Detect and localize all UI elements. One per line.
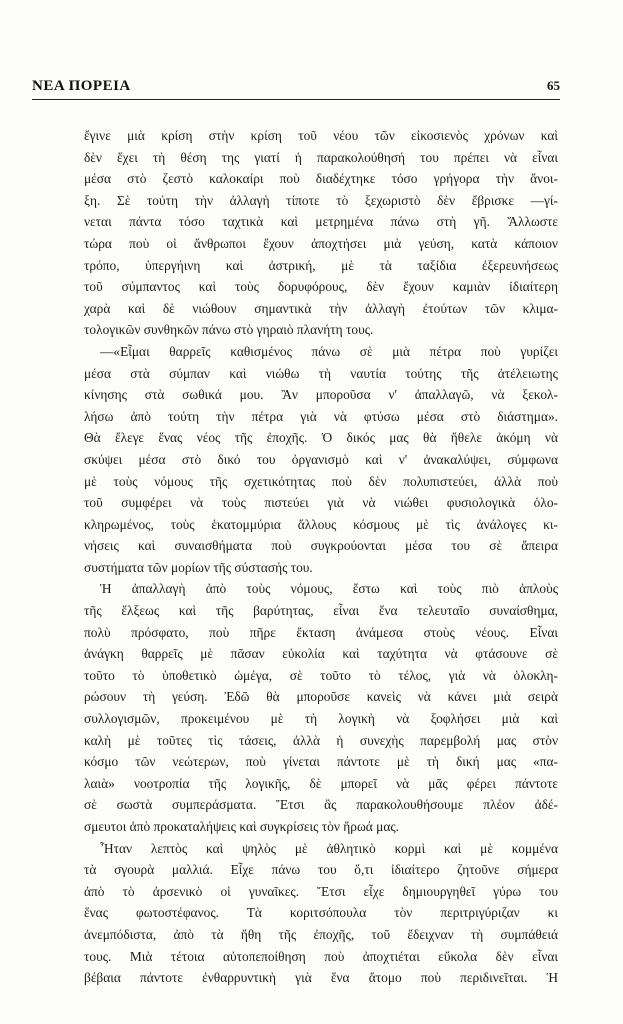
page-number: 65 — [547, 78, 560, 93]
text-line: κίνησης στὰ σωθικά μου. Ἂν μποροῦσα ν' ἀπαλλαγῶ, νὰ ξεκολ- — [84, 387, 558, 403]
text-line: μέσα στὸ ζεστὸ καλοκαίρι ποὺ διαδέχτηκε τόσο γρήγορα τὴν ἄνοι- — [84, 171, 558, 187]
text-line: τρόπο, ὑπεργήινη καὶ ἀστρική, μὲ τὰ ταξίδια ἐξερευνήσεως — [84, 257, 558, 273]
text-line: ἕνας φωτοστέφανος. Τὰ κοριτσόπουλα τὸν περιτριγύριζαν κι — [84, 905, 558, 921]
text-line: τώρα ποὺ οἱ ἄνθρωποι ἔχουν ἀποχτήσει μιὰ γεύση, κατὰ κάποιον — [84, 235, 558, 251]
text-line: λήσω ἀπὸ τούτη τὴν πέτρα γιὰ νὰ φτύσω μέσα στὸ διάστημα». — [84, 408, 558, 424]
text-line: μέσα στὰ σύμπαν καὶ νιώθω τὴ ναυτία τούτης τῆς ἀτέλειωτης — [84, 365, 558, 381]
text-line: ρώσουν τὴ γεύση. Ἐδῶ θὰ μποροῦσε κανεὶς νὰ κάνει μιὰ σειρὰ — [84, 689, 558, 705]
text-line: τοῦ σύμπαντος καὶ τοὺς δορυφόρους, δὲν ἔχουν καμιὰν ἰδιαίτερη — [84, 279, 558, 295]
text-line: τῆς ἕλξεως καὶ τῆς βαρύτητας, εἶναι ἕνα τελευταῖο συναίσθημα, — [84, 603, 558, 619]
text-line: συλλογισμῶν, προκειμένου μὲ τὴ λογικὴ νὰ ξοφλήσει μιὰ καὶ — [84, 711, 558, 727]
running-head: ΝΕΑ ΠΟΡΕΙΑ — [32, 78, 131, 94]
text-line: κληρωμένος, τοὺς ἑκατομμύρια ἄλλους κόσμους μὲ τὶς ἀνάλογες κι- — [84, 516, 558, 532]
text-line: πολὺ πρόσφατο, ποὺ πῆρε ἔκταση ἀνάμεσα στοὺς νέους. Εἶναι — [84, 624, 558, 640]
text-line: νήσεις καὶ συναισθήματα ποὺ συγκρούονται μέσα του σὲ ἄπειρα — [84, 538, 558, 554]
text-line: ἔγινε μιὰ κρίση στὴν κρίση τοῦ νέου τῶν εἰκοσιενὸς χρόνων καὶ — [84, 128, 558, 143]
text-line: Ἦταν λεπτὸς καὶ ψηλὸς μὲ ἀθλητικὸ κορμὶ καὶ μὲ κομμένα — [100, 840, 558, 856]
header-rule — [32, 99, 560, 100]
text-line: σμευτοι ἀπὸ προκαταλήψεις καὶ συγκρίσεις τὸν ἥρωά μας. — [84, 819, 399, 834]
text-line: κόσμο τῶν νεώτερων, ποὺ γίνεται πάντοτε μὲ τὴ δική μας «πα- — [84, 754, 558, 770]
text-line: Ἡ ἀπαλλαγὴ ἀπὸ τοὺς νόμους, ἔστω καὶ τοὺς πιὸ ἁπλοὺς — [100, 581, 558, 597]
text-line: βέβαια πάντοτε ἐνθαρρυντικὴ γιὰ ἕνα ἄτομο ποὺ περιδινεῖται. Ἡ — [84, 970, 558, 986]
text-line: νεται πάντα τόσο ταχτικὰ καὶ μετρημένα πάνω στὴ γῆ. Ἄλλωστε — [84, 214, 558, 230]
text-line: τοῦ συμφέρει νὰ τοὺς πιστεύει γιὰ νὰ νιώθει φυσιολογικὰ ὁλο- — [84, 495, 558, 511]
text-line: ἀπὸ τὸ ἀρσενικὸ οἱ γυναῖκες. Ἔτσι εἶχε δημιουργηθεῖ γύρω του — [84, 883, 558, 899]
text-line: τὰ σγουρὰ μαλλιά. Εἶχε πάνω του ὅ,τι ἰδιαίτερο ζητοῦνε σήμερα — [84, 862, 558, 878]
text-line: καλὴ μὲ τοῦτες τὶς τάσεις, ἀλλὰ ἡ συνεχὴς παρεμβολή μας στὸν — [84, 732, 558, 748]
text-line: δὲν ἔχει τὴ θέση της γιατί ἡ παρακολούθησή του πρέπει νὰ εἶναι — [84, 149, 558, 165]
text-line: ξη. Σὲ τούτη τὴν ἀλλαγὴ τίποτε τὸ ξεχωριστὸ δὲν ἔβρισκε —γί- — [84, 192, 558, 208]
text-line: σκύψει μέσα στὸ δικό του ὀργανισμὸ καὶ ν' ἀνακαλύψει, σύμφωνα — [84, 451, 558, 467]
text-line: σὲ σωστὰ συμπεράσματα. Ἔτσι ἂς παρακολουθήσουμε πλέον ἀδέ- — [84, 797, 558, 813]
text-line: Θὰ ἔλεγε ἕνας νέος τῆς ἐποχῆς. Ὁ δικός μας θὰ ἤθελε ἀκόμη νὰ — [84, 430, 558, 446]
text-line: λαιὰ» νοοτροπία τῆς λογικῆς, δὲ μπορεῖ νὰ μᾶς φέρει πάντοτε — [84, 775, 558, 791]
page-header — [32, 78, 560, 100]
body-text — [84, 125, 558, 989]
text-line: τολογικῶν συνθηκῶν πάνω στὸ γηραιὸ πλανήτη τους. — [84, 322, 374, 338]
text-line: —«Εἶμαι θαρρεῖς καθισμένος πάνω σὲ μιὰ πέτρα ποὺ γυρίζει — [100, 343, 558, 359]
text-line: τοῦτο τὸ ὑποθετικὸ ὠμέγα, σὲ τοῦτο τὸ τέλος, γιὰ νὰ ὁλοκλη- — [84, 667, 558, 683]
text-line: τους. Μιὰ τέτοια αὐτοπεποίθηση ποὺ ἀποχτιέται εὔκολα δὲν εἶναι — [84, 948, 558, 964]
text-line: ἀνάγκη θαρρεῖς μὲ πᾶσαν εὐκολία καὶ ταχύτητα νὰ φτάσουνε σὲ — [84, 646, 558, 662]
text-line: μὲ τοὺς νόμους τῆς σχετικότητας ποὺ δὲν πολυπιστεύει, ἀλλὰ ποὺ — [84, 473, 558, 489]
text-line: χαρὰ καὶ δὲ νιώθουν σημαντικὰ τὴν ἀλλαγὴ ἐτούτων τῶν κλιμα- — [84, 300, 558, 316]
text-line: ἀνεμπόδιστα, ἀπὸ τὰ ἤθη τῆς ἐποχῆς, τοῦ ἔδειχναν τὴ συμπάθειά — [84, 926, 558, 942]
text-line: συστήματα τῶν μορίων τῆς σύστασής του. — [84, 559, 313, 575]
